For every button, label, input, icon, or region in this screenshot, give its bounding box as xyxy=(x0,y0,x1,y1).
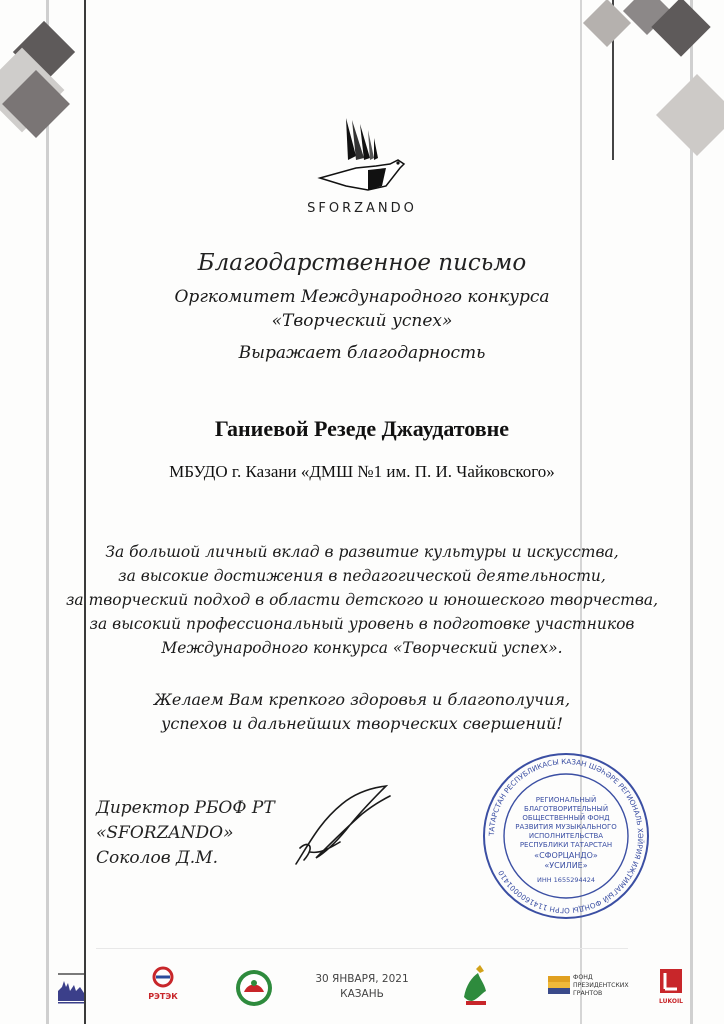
stamp-inner-line: ИСПОЛНИТЕЛЬСТВА xyxy=(528,832,604,840)
stamp-inner-line: РЕГИОНАЛЬНЫЙ xyxy=(535,796,597,804)
expresses-gratitude: Выражает благодарность xyxy=(238,343,486,363)
wish-line: Желаем Вам крепкого здоровья и благополучия, xyxy=(153,690,571,709)
decor-line xyxy=(46,0,49,1024)
rgtek-label: РЭТЭК xyxy=(148,992,178,1001)
reason-line: за высокие достижения в педагогической деятельности, xyxy=(118,567,606,585)
decor-line xyxy=(690,0,693,1024)
lukoil-label: LUKOIL xyxy=(658,998,684,1005)
grants-line: ПРЕЗИДЕНТСКИХ xyxy=(573,982,629,989)
reason-line: за высокий профессиональный уровень в подготовке участников xyxy=(89,615,635,633)
decor-diamond xyxy=(656,74,724,156)
decor-diamond xyxy=(583,0,631,47)
stamp-inner-line: «УСИЛИЕ» xyxy=(544,861,588,870)
presidential-grants-logo xyxy=(548,972,632,1002)
signature-block xyxy=(96,796,275,871)
lukoil-logo xyxy=(656,962,686,1010)
handwritten-signature xyxy=(290,782,400,872)
organizer-line-2: «Творческий успех» xyxy=(271,311,453,331)
kazan-city-emblem xyxy=(458,962,492,1010)
grants-line: ГРАНТОВ xyxy=(573,990,603,997)
stamp-outer-text: ТАТАРСТАН РЕСПУБЛИКАСЫ КАЗАН ШӘҺӘРЕ РЕГИОНАЛЬ ХӘЙРИЯ ИҖТИМАГЫЙ ФОНДЫ ОГРН 1141600001410 xyxy=(486,756,646,916)
letter-title: Благодарственное письмо xyxy=(197,250,527,276)
reason-line: Международного конкурса «Творческий успех». xyxy=(161,639,563,657)
reasons-block xyxy=(0,540,724,660)
grants-mark-icon xyxy=(548,976,570,994)
stamp-inner-line: РЕСПУБЛИКИ ТАТАРСТАН xyxy=(519,841,613,849)
stamp-inner-line: ОБЩЕСТВЕННЫЙ ФОНД xyxy=(522,814,610,822)
footer-divider xyxy=(96,948,628,949)
brand-name: SFORZANDO xyxy=(307,201,417,216)
reason-line: за творческий подход в области детского и юношеского творчества, xyxy=(65,591,659,609)
signer-title: Директор РБОФ РТ xyxy=(96,798,275,818)
recipient-institution: МБУДО г. Казани «ДМШ №1 им. П. И. Чайковского» xyxy=(169,462,555,481)
sforzando-bird-logo xyxy=(316,116,412,196)
event-city: КАЗАНЬ xyxy=(340,988,384,1000)
grants-text xyxy=(573,974,629,998)
stamp-inner-line: «СФОРЦАНДО» xyxy=(534,851,598,860)
stamp-inner-line: РАЗВИТИЯ МУЗЫКАЛЬНОГО xyxy=(515,823,617,831)
event-date: 30 ЯНВАРЯ, 2021 xyxy=(315,973,409,985)
organizer-line-1: Оргкомитет Международного конкурса xyxy=(174,287,550,307)
wishes-block xyxy=(0,688,724,736)
stamp-inner-line: БЛАГОТВОРИТЕЛЬНЫЙ xyxy=(523,805,609,813)
decor-line xyxy=(84,0,86,1024)
grants-line: ФОНД xyxy=(573,974,593,981)
organization-stamp xyxy=(482,752,650,920)
reason-line: За большой личный вклад в развитие культуры и искусства, xyxy=(105,543,619,561)
signer-name: Соколов Д.М. xyxy=(96,848,219,868)
stamp-inn: ИНН 1655294424 xyxy=(536,876,596,884)
recipient-name: Ганиевой Резеде Джаудатовне xyxy=(214,416,510,441)
wish-line: успехов и дальнейших творческих свершений! xyxy=(161,714,563,733)
signer-org: «SFORZANDO» xyxy=(96,823,234,843)
